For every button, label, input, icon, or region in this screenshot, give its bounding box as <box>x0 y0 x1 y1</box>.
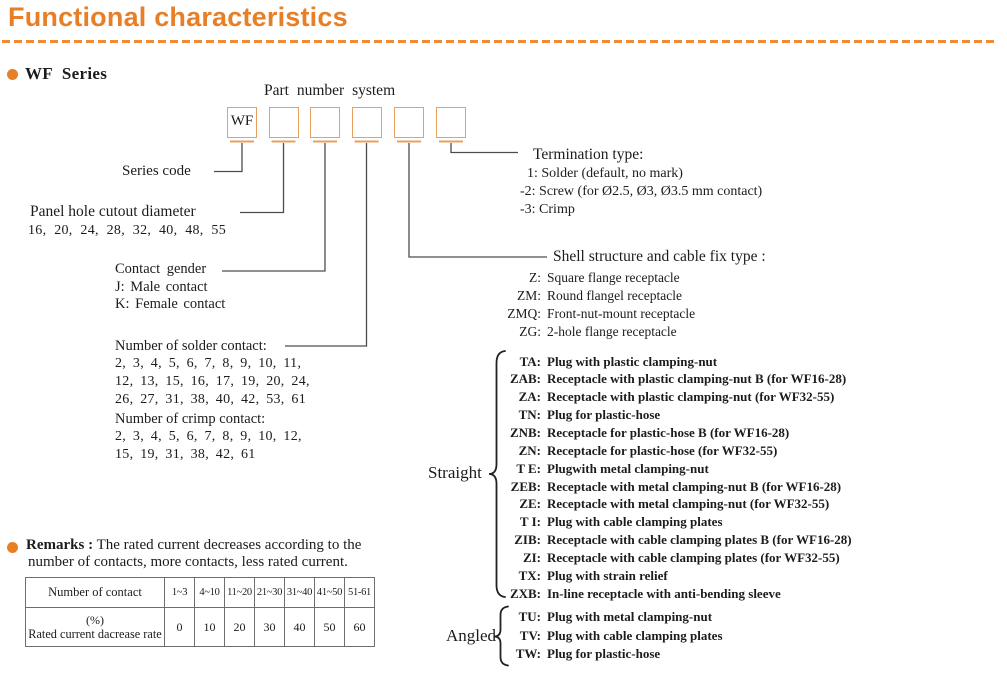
table-header-cell: 11~20 <box>225 578 255 608</box>
straight-item-code: ZNB: <box>509 425 541 440</box>
straight-item <box>430 568 668 584</box>
page-title: Functional characteristics <box>8 2 348 32</box>
bullet-icon <box>7 542 18 553</box>
straight-item-desc: Receptacle with plastic clamping-nut B (for WF16-28) <box>547 371 847 386</box>
straight-item-desc: Plug with cable clamping plates <box>547 514 723 529</box>
panel-hole-values: 16, 20, 24, 28, 32, 40, 48, 55 <box>28 223 226 238</box>
table-header-cell: 31~40 <box>285 578 315 608</box>
series-title: WF Series <box>25 64 108 83</box>
contact-gender-female: K: Female contact <box>115 295 226 312</box>
crimp-contact-label: Number of crimp contact: <box>115 411 266 427</box>
shell-item-code: Z: <box>529 270 541 285</box>
table-header-cell: 41~50 <box>315 578 345 608</box>
crimp-contact-line-2: 15, 19, 31, 38, 42, 61 <box>115 447 256 462</box>
leader-contact-gender <box>222 143 325 271</box>
title-dashed-divider <box>2 40 997 43</box>
row-label-text: Rated current dacrease rate <box>28 626 162 641</box>
straight-item-desc: Receptacle with cable clamping plates B (for WF16-28) <box>547 532 852 547</box>
straight-item-code: ZE: <box>519 496 541 511</box>
remarks-label: Remarks : <box>26 537 94 553</box>
crimp-contact-line-1: 2, 3, 4, 5, 6, 7, 8, 9, 10, 12, <box>115 429 302 444</box>
angled-item <box>430 628 723 644</box>
straight-item <box>430 407 660 423</box>
contact-gender-male: J: Male contact <box>115 278 208 295</box>
table-value-cell: 60 <box>345 608 375 647</box>
shell-item-desc: Front-nut-mount receptacle <box>547 306 696 321</box>
termination-item-screw: -2: Screw (for Ø2.5, Ø3, Ø3.5 mm contact) <box>520 184 763 199</box>
table-value-cell: 0 <box>165 608 195 647</box>
straight-item-code: T E: <box>516 461 541 476</box>
straight-item-desc: In-line receptacle with anti-bending sleeve <box>547 586 781 601</box>
table-value-cell: 10 <box>195 608 225 647</box>
leader-panel-hole <box>240 143 284 213</box>
shell-item-desc: Round flangel receptacle <box>547 288 682 303</box>
angled-item-desc: Plug with cable clamping plates <box>547 627 723 643</box>
series-section-heading <box>7 64 107 84</box>
contact-gender-label: Contact gender <box>115 261 207 277</box>
solder-contact-line-1: 2, 3, 4, 5, 6, 7, 8, 9, 10, 11, <box>115 356 302 371</box>
leader-termination <box>451 143 518 153</box>
series-code-label: Series code <box>122 163 191 179</box>
straight-item-desc: Receptacle for plastic-hose (for WF32-55) <box>547 443 778 458</box>
straight-item <box>430 389 834 405</box>
solder-contact-label: Number of solder contact: <box>115 337 267 354</box>
straight-item <box>430 479 841 495</box>
panel-hole-label: Panel hole cutout diameter <box>30 203 196 220</box>
straight-item-desc: Plugwith metal clamping-nut <box>547 461 709 476</box>
angled-group-label: Angled <box>446 626 497 645</box>
solder-contact-line-2: 12, 13, 15, 16, 17, 19, 20, 24, <box>115 374 310 389</box>
straight-item-desc: Plug for plastic-hose <box>547 407 661 422</box>
shell-item-desc: Square flange receptacle <box>547 270 680 285</box>
table-header-cell: 1~3 <box>165 578 195 608</box>
angled-item <box>430 646 660 662</box>
part-number-box-6 <box>436 107 466 138</box>
table-header-cell: 21~30 <box>255 578 285 608</box>
straight-item <box>430 371 846 387</box>
part-number-box-5 <box>394 107 424 138</box>
straight-item <box>430 514 723 530</box>
table-value-cell: 40 <box>285 608 315 647</box>
table-header-cell: Number of contact <box>26 578 165 608</box>
straight-item-code: ZAB: <box>509 371 541 386</box>
leader-solder-count <box>285 143 367 346</box>
straight-item <box>430 461 709 477</box>
table-value-cell: 20 <box>225 608 255 647</box>
table-header-cell: 51-61 <box>345 578 375 608</box>
straight-item-desc: Receptacle with plastic clamping-nut (for WF32-55) <box>547 389 835 404</box>
table-value-cell: 30 <box>255 608 285 647</box>
part-number-box-4 <box>352 107 382 138</box>
leader-series-code <box>214 143 242 172</box>
straight-item-code: ZIB: <box>514 532 541 547</box>
straight-item-code: ZXB: <box>509 586 541 601</box>
table-header-row <box>26 578 375 608</box>
termination-item-solder: 1: Solder (default, no mark) <box>527 166 683 181</box>
angled-item-desc: Plug for plastic-hose <box>547 646 661 661</box>
angled-item-desc: Plug with metal clamping-nut <box>547 609 713 624</box>
termination-item-crimp: -3: Crimp <box>520 202 575 217</box>
straight-item-code: ZA: <box>518 389 541 404</box>
straight-item-desc: Receptacle for plastic-hose B (for WF16-28) <box>547 425 790 440</box>
angled-item-code: TU: <box>518 609 541 624</box>
straight-item <box>430 443 777 459</box>
shell-item <box>430 306 695 322</box>
shell-item <box>430 288 682 304</box>
shell-item-code: ZM: <box>516 288 541 303</box>
straight-item <box>430 586 781 602</box>
straight-item-desc: Plug with strain relief <box>547 568 668 583</box>
solder-contact-line-3: 26, 27, 31, 38, 40, 42, 53, 61 <box>115 392 306 407</box>
termination-title: Termination type: <box>533 145 644 163</box>
shell-structure-title: Shell structure and cable fix type : <box>553 248 766 265</box>
straight-item <box>430 532 852 548</box>
angled-item-code: TW: <box>515 646 541 661</box>
straight-item-desc: Receptacle with metal clamping-nut B (for WF16-28) <box>547 479 842 494</box>
table-data-row <box>26 608 375 647</box>
leader-shell-structure <box>409 143 547 257</box>
straight-item-code: TX: <box>518 568 541 583</box>
straight-item <box>430 496 829 512</box>
bullet-icon <box>7 69 18 80</box>
angled-item-code: TV: <box>519 627 541 643</box>
shell-item <box>430 324 677 340</box>
angled-item <box>430 609 712 625</box>
straight-item-desc: Receptacle with cable clamping plates (for WF32-55) <box>547 550 840 565</box>
straight-item-code: ZI: <box>522 550 541 565</box>
part-number-box-2 <box>269 107 299 138</box>
straight-group-label: Straight <box>428 463 482 482</box>
remarks-line-1 <box>26 537 361 554</box>
straight-item <box>430 550 840 566</box>
straight-item-code: TA: <box>519 354 541 369</box>
shell-item-code: ZG: <box>519 324 541 339</box>
table-row-label-cell <box>26 608 165 647</box>
straight-item-code: ZEB: <box>510 479 541 494</box>
row-label-percent: (%) <box>86 612 104 627</box>
part-number-box-3 <box>310 107 340 138</box>
table-header-cell: 4~10 <box>195 578 225 608</box>
straight-item <box>430 425 789 441</box>
straight-item-desc: Plug with plastic clamping-nut <box>547 354 718 369</box>
table-value-cell: 50 <box>315 608 345 647</box>
straight-item <box>430 354 717 370</box>
remarks-line-2: number of contacts, more contacts, less rated current. <box>28 553 348 570</box>
remarks-text: The rated current decreases according to the <box>96 537 362 553</box>
straight-item-code: T I: <box>519 514 541 529</box>
part-number-box-series: WF <box>227 107 257 138</box>
part-number-system-title: Part number system <box>264 82 396 99</box>
straight-item-desc: Receptacle with metal clamping-nut (for WF32-55) <box>547 496 830 511</box>
shell-item-code: ZMQ: <box>507 306 541 321</box>
shell-item-desc: 2-hole flange receptacle <box>547 324 677 339</box>
straight-item-code: TN: <box>518 407 541 422</box>
straight-item-code: ZN: <box>518 443 541 458</box>
rated-current-table <box>25 577 375 647</box>
shell-item <box>430 270 680 286</box>
